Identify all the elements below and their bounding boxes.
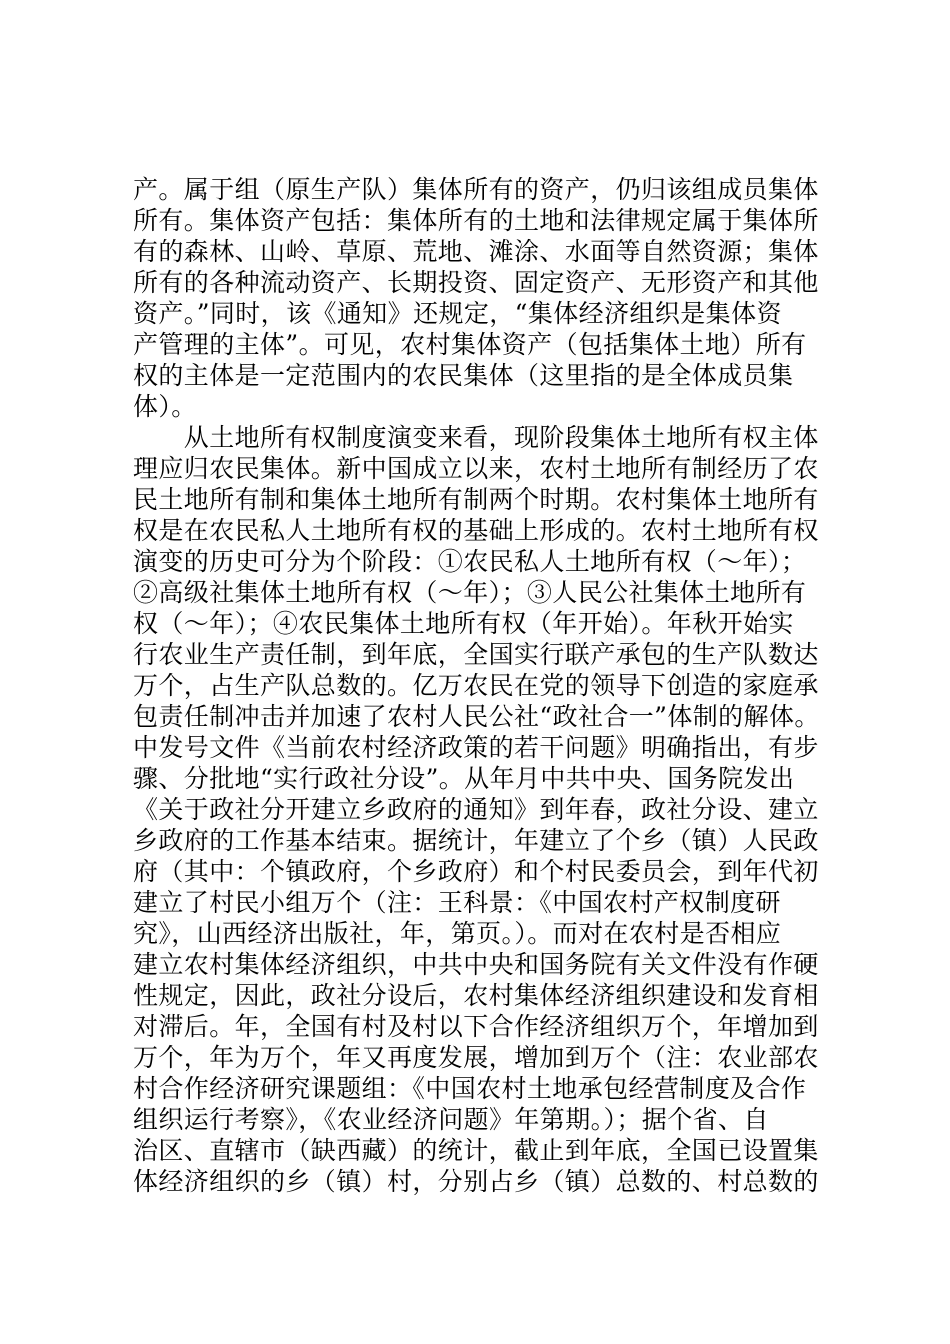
- text-line: 治区、直辖市（缺西藏）的统计，截止到年底，全国已设置集: [133, 1136, 819, 1165]
- text-line: 对滞后。年，全国有村及村以下合作经济组织万个，年增加到: [133, 1012, 819, 1041]
- text-line: 权的主体是一定范围内的农民集体（这里指的是全体成员集: [133, 361, 794, 390]
- text-line: ②高级社集体土地所有权（～年）；③人民公社集体土地所有: [133, 578, 807, 607]
- text-line: 中发号文件《当前农村经济政策的若干问题》明确指出，有步: [133, 733, 819, 762]
- text-line: 建立了村民小组万个（注：王科景：《中国农村产权制度研: [133, 888, 781, 917]
- text-line: 演变的历史可分为个阶段：①农民私人土地所有权（～年）；: [133, 547, 807, 576]
- text-line: 产管理的主体”。可见，农村集体资产（包括集体土地）所有: [133, 330, 807, 359]
- text-line: 资产。”同时，该《通知》还规定，“集体经济组织是集体资: [133, 299, 782, 328]
- text-line: 理应归农民集体。新中国成立以来，农村土地所有制经历了农: [133, 454, 819, 483]
- text-line: 体）。: [133, 392, 197, 421]
- text-line: 包责任制冲击并加速了农村人民公社“政社合一”体制的解体。: [133, 702, 820, 731]
- text-line: 万个，年为万个，年又再度发展，增加到万个（注：农业部农: [133, 1043, 819, 1072]
- text-line: 骤、分批地“实行政社分设”。从年月中共中央、国务院发出: [133, 764, 795, 793]
- text-line: 体经济组织的乡（镇）村，分别占乡（镇）总数的、村总数的: [133, 1167, 819, 1196]
- text-line: 所有。集体资产包括：集体所有的土地和法律规定属于集体所: [133, 206, 819, 235]
- text-line: 权（～年）；④农民集体土地所有权（年开始）。年秋开始实: [133, 609, 794, 638]
- text-line: 行农业生产责任制，到年底，全国实行联产承包的生产队数达: [133, 640, 819, 669]
- text-line: 所有的各种流动资产、长期投资、固定资产、无形资产和其他: [133, 268, 819, 297]
- body-text: [133, 174, 833, 1197]
- text-line: 建立农村集体经济组织，中共中央和国务院有关文件没有作硬: [133, 950, 819, 979]
- text-line: 从土地所有权制度演变来看，现阶段集体土地所有权主体: [133, 423, 819, 452]
- text-line: 有的森林、山岭、草原、荒地、滩涂、水面等自然资源；集体: [133, 237, 819, 266]
- text-line: 组织运行考察》，《农业经济问题》年第期。）；据个省、自: [133, 1105, 769, 1134]
- text-line: 府（其中：个镇政府，个乡政府）和个村民委员会，到年代初: [133, 857, 819, 886]
- text-line: 乡政府的工作基本结束。据统计，年建立了个乡（镇）人民政: [133, 826, 819, 855]
- text-line: 性规定，因此，政社分设后，农村集体经济组织建设和发育相: [133, 981, 819, 1010]
- text-line: 权是在农民私人土地所有权的基础上形成的。农村土地所有权: [133, 516, 819, 545]
- text-line: 万个，占生产队总数的。亿万农民在党的领导下创造的家庭承: [133, 671, 819, 700]
- text-line: 村合作经济研究课题组：《中国农村土地承包经营制度及合作: [133, 1074, 807, 1103]
- text-line: 《关于政社分开建立乡政府的通知》到年春，政社分设、建立: [133, 795, 819, 824]
- text-line: 究》，山西经济出版社，年，第页。）。而对在农村是否相应: [133, 919, 782, 948]
- text-line: 民土地所有制和集体土地所有制两个时期。农村集体土地所有: [133, 485, 819, 514]
- text-line: 产。属于组（原生产队）集体所有的资产，仍归该组成员集体: [133, 175, 819, 204]
